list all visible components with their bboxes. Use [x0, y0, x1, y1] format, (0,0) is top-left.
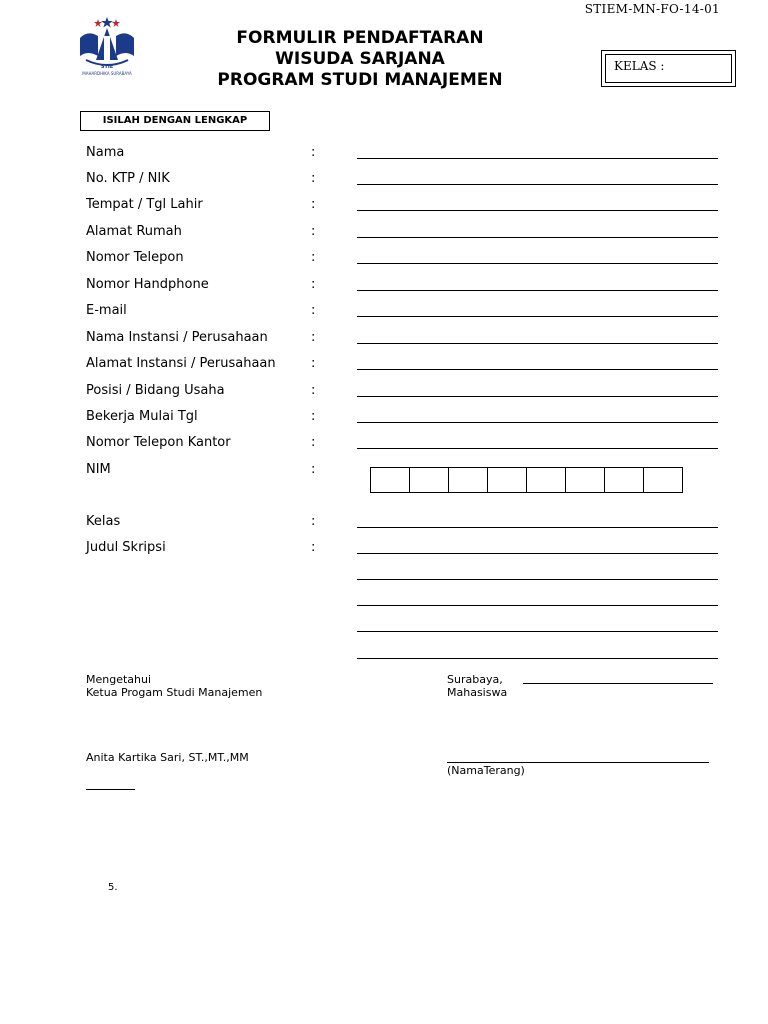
judul-skripsi-extra-line[interactable]	[357, 631, 718, 632]
place-label: Surabaya,	[447, 673, 503, 686]
field-input-line[interactable]	[357, 527, 718, 528]
field-label: Alamat Instansi / Perusahaan	[86, 356, 276, 371]
field-label: Nomor Telepon	[86, 250, 184, 265]
nama-terang-label: (NamaTerang)	[447, 764, 525, 777]
field-row-judul-skripsi	[86, 540, 726, 560]
nim-digit-box[interactable]	[604, 467, 644, 493]
field-colon: :	[311, 145, 316, 160]
judul-skripsi-extra-line[interactable]	[357, 605, 718, 606]
field-colon: :	[311, 330, 316, 345]
field-row-nama	[86, 145, 726, 165]
nim-digit-box[interactable]	[448, 467, 488, 493]
field-input-line[interactable]	[357, 343, 718, 344]
logo-text-sub: MAHARDHIKA SURABAYA	[82, 71, 132, 76]
date-line[interactable]	[523, 683, 713, 684]
mengetahui-label: Mengetahui	[86, 673, 152, 686]
field-input-line[interactable]	[357, 158, 718, 159]
field-input-line[interactable]	[357, 290, 718, 291]
field-colon: :	[311, 356, 316, 371]
field-label: Kelas	[86, 514, 121, 529]
field-row-ktp	[86, 171, 726, 191]
nim-digit-box[interactable]	[526, 467, 566, 493]
right-signature-line[interactable]	[447, 762, 709, 763]
field-label: E-mail	[86, 303, 127, 318]
field-colon: :	[311, 462, 316, 477]
field-row-email	[86, 303, 726, 323]
field-colon: :	[311, 409, 316, 424]
field-label: Judul Skripsi	[86, 540, 166, 555]
mahasiswa-label: Mahasiswa	[447, 686, 508, 699]
field-colon: :	[311, 277, 316, 292]
field-colon: :	[311, 540, 316, 555]
field-colon: :	[311, 514, 316, 529]
field-colon: :	[311, 171, 316, 186]
form-title	[200, 28, 520, 91]
logo-text-main: STIE	[100, 64, 114, 70]
title-line-2: WISUDA SARJANA	[275, 49, 445, 69]
field-row-telepon-kantor	[86, 435, 726, 455]
field-row-kelas	[86, 514, 726, 534]
judul-skripsi-extra-line[interactable]	[357, 658, 718, 659]
field-input-line[interactable]	[357, 422, 718, 423]
document-code: STIEM-MN-FO-14-01	[584, 2, 720, 16]
field-row-handphone	[86, 277, 726, 297]
field-label: Posisi / Bidang Usaha	[86, 383, 225, 398]
field-input-line[interactable]	[357, 396, 718, 397]
field-label: Nama	[86, 145, 125, 160]
field-input-line[interactable]	[357, 184, 718, 185]
field-label: Nama Instansi / Perusahaan	[86, 330, 268, 345]
field-input-line[interactable]	[357, 369, 718, 370]
field-label: NIM	[86, 462, 111, 477]
judul-skripsi-extra-line[interactable]	[357, 579, 718, 580]
field-row-ttl	[86, 197, 726, 217]
field-label: No. KTP / NIK	[86, 171, 170, 186]
institution-logo	[78, 16, 136, 78]
field-row-bekerja-mulai	[86, 409, 726, 429]
field-colon: :	[311, 250, 316, 265]
field-row-alamat-rumah	[86, 224, 726, 244]
nim-digit-box[interactable]	[487, 467, 527, 493]
nim-boxes	[370, 467, 683, 493]
field-row-alamat-instansi	[86, 356, 726, 376]
field-label: Alamat Rumah	[86, 224, 182, 239]
field-input-line[interactable]	[357, 316, 718, 317]
field-label: Nomor Handphone	[86, 277, 209, 292]
field-label: Bekerja Mulai Tgl	[86, 409, 198, 424]
signature-right-block	[447, 673, 507, 699]
kelas-box[interactable]	[601, 50, 736, 87]
ketua-prodi-label: Ketua Progam Studi Manajemen	[86, 686, 263, 699]
field-input-line[interactable]	[357, 448, 718, 449]
footnote-number: 5.	[108, 882, 118, 893]
signature-left-block	[86, 673, 262, 699]
ketua-prodi-name: Anita Kartika Sari, ST.,MT.,MM	[86, 751, 249, 764]
field-row-posisi	[86, 383, 726, 403]
nim-digit-box[interactable]	[409, 467, 449, 493]
field-colon: :	[311, 224, 316, 239]
field-input-line[interactable]	[357, 263, 718, 264]
field-colon: :	[311, 197, 316, 212]
nim-digit-box[interactable]	[370, 467, 410, 493]
title-line-3: PROGRAM STUDI MANAJEMEN	[217, 70, 503, 90]
title-line-1: FORMULIR PENDAFTARAN	[236, 28, 484, 48]
field-label: Tempat / Tgl Lahir	[86, 197, 203, 212]
field-row-telepon	[86, 250, 726, 270]
field-colon: :	[311, 435, 316, 450]
nim-digit-box[interactable]	[565, 467, 605, 493]
field-label: Nomor Telepon Kantor	[86, 435, 231, 450]
field-colon: :	[311, 383, 316, 398]
field-row-nama-instansi	[86, 330, 726, 350]
field-colon: :	[311, 303, 316, 318]
field-input-line[interactable]	[357, 237, 718, 238]
left-signature-line[interactable]	[86, 789, 135, 790]
field-input-line[interactable]	[357, 210, 718, 211]
kelas-box-label: KELAS :	[605, 54, 732, 83]
nim-digit-box[interactable]	[643, 467, 683, 493]
field-input-line[interactable]	[357, 553, 718, 554]
instruction-box: ISILAH DENGAN LENGKAP	[80, 111, 270, 131]
